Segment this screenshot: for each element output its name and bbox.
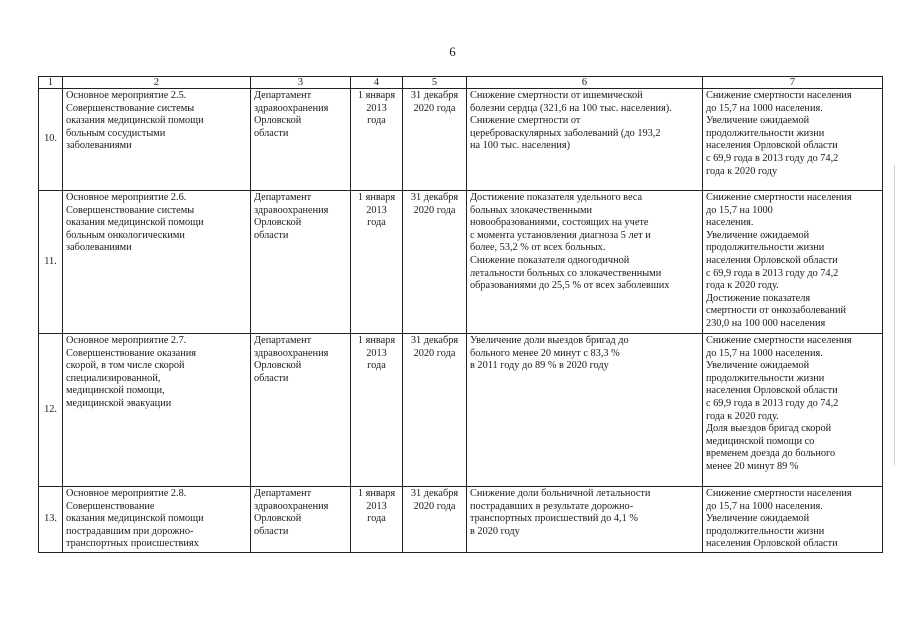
row-number: 12. bbox=[39, 334, 63, 487]
cell-line: 2013 bbox=[366, 500, 387, 512]
cell-line: здравоохранения bbox=[254, 347, 329, 359]
cell-line: Основное мероприятие 2.8. bbox=[66, 488, 187, 499]
cell-line: продолжительности жизни bbox=[706, 242, 825, 254]
indicator-cell bbox=[703, 334, 883, 487]
end-date-cell bbox=[403, 334, 467, 487]
table-row bbox=[39, 191, 883, 334]
cell-line: больного менее 20 минут с 83,3 % bbox=[470, 347, 620, 359]
cell-line: года к 2020 году. bbox=[706, 280, 779, 292]
start-date-cell bbox=[351, 487, 403, 553]
result-cell bbox=[467, 334, 703, 487]
cell-line: 2020 года bbox=[413, 204, 456, 216]
cell-line: области bbox=[254, 372, 289, 384]
cell-line: Снижение смертности населения bbox=[706, 488, 852, 499]
cell-line: Увеличение ожидаемой bbox=[706, 360, 810, 372]
cell-line: Снижение доли больничной летальности bbox=[470, 488, 651, 499]
cell-line: Достижение показателя удельного веса bbox=[470, 192, 643, 203]
cell-line: продолжительности жизни bbox=[706, 372, 825, 384]
scan-edge-line bbox=[894, 165, 895, 465]
measure-cell bbox=[63, 191, 251, 334]
cell-line: 1 января bbox=[357, 488, 396, 499]
cell-line: 31 декабря bbox=[410, 90, 459, 101]
cell-line: в 2011 году до 89 % в 2020 году bbox=[470, 360, 609, 372]
cell-line: Орловской bbox=[254, 360, 302, 372]
row-number: 10. bbox=[39, 89, 63, 191]
result-cell bbox=[467, 89, 703, 191]
cell-line: летальности больных со злокачественными bbox=[470, 267, 662, 279]
cell-line: более, 53,2 % от всех больных. bbox=[470, 242, 606, 254]
cell-line: года bbox=[367, 115, 386, 127]
cell-line: 31 декабря bbox=[410, 335, 459, 346]
cell-line: Снижение смертности населения bbox=[706, 90, 852, 101]
cell-line: Доля выездов бригад скорой bbox=[706, 423, 832, 435]
cell-line: здравоохранения bbox=[254, 500, 329, 512]
cell-line: пострадавшим при дорожно- bbox=[66, 525, 194, 537]
result-cell bbox=[467, 191, 703, 334]
cell-line: продолжительности жизни bbox=[706, 127, 825, 139]
cell-line: Департамент bbox=[254, 90, 312, 101]
cell-line: 31 декабря bbox=[410, 192, 459, 203]
header-col-5: 5 bbox=[403, 77, 467, 89]
cell-line: специализированной, bbox=[66, 372, 161, 384]
cell-line: 1 января bbox=[357, 335, 396, 346]
cell-line: года к 2020 году bbox=[706, 165, 778, 177]
cell-line: Основное мероприятие 2.6. bbox=[66, 192, 187, 203]
cell-line: оказания медицинской помощи bbox=[66, 513, 204, 525]
cell-line: 2013 bbox=[366, 347, 387, 359]
cell-line: медицинской эвакуации bbox=[66, 397, 172, 409]
cell-line: Снижение смертности населения bbox=[706, 335, 852, 346]
measure-cell bbox=[63, 487, 251, 553]
measure-cell bbox=[63, 334, 251, 487]
cell-line: оказания медицинской помощи bbox=[66, 115, 204, 127]
cell-line: Увеличение ожидаемой bbox=[706, 115, 810, 127]
header-col-3: 3 bbox=[251, 77, 351, 89]
end-date-cell bbox=[403, 487, 467, 553]
cell-line: медицинской помощи, bbox=[66, 385, 165, 397]
cell-line: Увеличение доли выездов бригад до bbox=[470, 335, 629, 346]
cell-line: с 69,9 года в 2013 году до 74,2 bbox=[706, 152, 839, 164]
cell-line: 1 января bbox=[357, 90, 396, 101]
cell-line: Совершенствование системы bbox=[66, 204, 195, 216]
cell-line: 2020 года bbox=[413, 500, 456, 512]
cell-line: скорой, в том числе скорой bbox=[66, 360, 185, 372]
cell-line: транспортных происшествиях bbox=[66, 538, 199, 550]
cell-line: Орловской bbox=[254, 115, 302, 127]
table-row bbox=[39, 334, 883, 487]
cell-line: до 15,7 на 1000 bbox=[706, 204, 773, 216]
table-row bbox=[39, 89, 883, 191]
cell-line: населения Орловской области bbox=[706, 254, 838, 266]
table-row bbox=[39, 487, 883, 553]
cell-line: транспортных происшествий до 4,1 % bbox=[470, 513, 638, 525]
cell-line: цереброваскулярных заболеваний (до 193,2 bbox=[470, 127, 661, 139]
cell-line: населения Орловской области bbox=[706, 385, 838, 397]
executor-cell bbox=[251, 487, 351, 553]
cell-line: Департамент bbox=[254, 488, 312, 499]
executor-cell bbox=[251, 89, 351, 191]
cell-line: больных злокачественными bbox=[470, 204, 593, 216]
cell-line: Основное мероприятие 2.5. bbox=[66, 90, 187, 101]
cell-line: Снижение смертности населения bbox=[706, 192, 852, 203]
cell-line: в 2020 году bbox=[470, 525, 520, 537]
cell-line: Департамент bbox=[254, 192, 312, 203]
end-date-cell bbox=[403, 89, 467, 191]
cell-line: Департамент bbox=[254, 335, 312, 346]
cell-line: оказания медицинской помощи bbox=[66, 217, 204, 229]
indicator-cell bbox=[703, 487, 883, 553]
cell-line: на 100 тыс. населения) bbox=[470, 140, 571, 152]
start-date-cell bbox=[351, 89, 403, 191]
cell-line: Снижение смертности от ишемической bbox=[470, 90, 643, 101]
header-col-1: 1 bbox=[39, 77, 63, 89]
cell-line: Увеличение ожидаемой bbox=[706, 229, 810, 241]
cell-line: Снижение смертности от bbox=[470, 115, 581, 127]
row-number: 11. bbox=[39, 191, 63, 334]
cell-line: смертности от онкозаболеваний bbox=[706, 305, 847, 317]
cell-line: менее 20 минут 89 % bbox=[706, 460, 799, 472]
header-col-2: 2 bbox=[63, 77, 251, 89]
cell-line: Достижение показателя bbox=[706, 292, 811, 304]
cell-line: с 69,9 года в 2013 году до 74,2 bbox=[706, 397, 839, 409]
cell-line: Совершенствование bbox=[66, 500, 155, 512]
cell-line: 2020 года bbox=[413, 347, 456, 359]
cell-line: области bbox=[254, 127, 289, 139]
cell-line: года к 2020 году. bbox=[706, 410, 779, 422]
cell-line: здравоохранения bbox=[254, 204, 329, 216]
measure-cell bbox=[63, 89, 251, 191]
cell-line: Снижение показателя одногодичной bbox=[470, 254, 630, 266]
cell-line: новообразованиями, состоящих на учете bbox=[470, 217, 649, 229]
header-row bbox=[39, 77, 883, 89]
cell-line: временем доезда до больного bbox=[706, 448, 836, 460]
indicator-cell bbox=[703, 191, 883, 334]
cell-line: 2020 года bbox=[413, 102, 456, 114]
cell-line: 230,0 на 100 000 населения bbox=[706, 317, 826, 329]
cell-line: больным сосудистыми bbox=[66, 127, 166, 139]
header-col-4: 4 bbox=[351, 77, 403, 89]
cell-line: медицинской помощи со bbox=[706, 435, 815, 447]
cell-line: здравоохранения bbox=[254, 102, 329, 114]
cell-line: пострадавших в результате дорожно- bbox=[470, 500, 634, 512]
result-cell bbox=[467, 487, 703, 553]
cell-line: до 15,7 на 1000 населения. bbox=[706, 500, 823, 512]
cell-line: 2013 bbox=[366, 102, 387, 114]
cell-line: Совершенствование системы bbox=[66, 102, 195, 114]
cell-line: больным онкологическими bbox=[66, 229, 185, 241]
page-number: 6 bbox=[449, 44, 456, 59]
cell-line: заболеваниями bbox=[66, 242, 132, 254]
cell-line: до 15,7 на 1000 населения. bbox=[706, 102, 823, 114]
cell-line: населения Орловской области bbox=[706, 140, 838, 152]
cell-line: Орловской bbox=[254, 513, 302, 525]
cell-line: заболеваниями bbox=[66, 140, 132, 152]
cell-line: области bbox=[254, 525, 289, 537]
cell-line: года bbox=[367, 513, 386, 525]
measures-table bbox=[38, 76, 883, 553]
cell-line: с 69,9 года в 2013 году до 74,2 bbox=[706, 267, 839, 279]
indicator-cell bbox=[703, 89, 883, 191]
cell-line: до 15,7 на 1000 населения. bbox=[706, 347, 823, 359]
cell-line: 2013 bbox=[366, 204, 387, 216]
row-number: 13. bbox=[39, 487, 63, 553]
start-date-cell bbox=[351, 334, 403, 487]
header-col-7: 7 bbox=[703, 77, 883, 89]
cell-line: с момента установления диагноза 5 лет и bbox=[470, 229, 651, 241]
cell-line: года bbox=[367, 217, 386, 229]
cell-line: населения. bbox=[706, 217, 754, 229]
cell-line: образованиями до 25,5 % от всех заболевших bbox=[470, 280, 670, 292]
cell-line: продолжительности жизни bbox=[706, 525, 825, 537]
cell-line: Орловской bbox=[254, 217, 302, 229]
cell-line: области bbox=[254, 229, 289, 241]
cell-line: населения Орловской области bbox=[706, 538, 838, 550]
cell-line: года bbox=[367, 360, 386, 372]
cell-line: Совершенствование оказания bbox=[66, 347, 196, 359]
cell-line: Основное мероприятие 2.7. bbox=[66, 335, 187, 346]
executor-cell bbox=[251, 191, 351, 334]
start-date-cell bbox=[351, 191, 403, 334]
executor-cell bbox=[251, 334, 351, 487]
cell-line: Увеличение ожидаемой bbox=[706, 513, 810, 525]
header-col-6: 6 bbox=[467, 77, 703, 89]
end-date-cell bbox=[403, 191, 467, 334]
cell-line: болезни сердца (321,6 на 100 тыс. населения). bbox=[470, 102, 672, 114]
cell-line: 31 декабря bbox=[410, 488, 459, 499]
cell-line: 1 января bbox=[357, 192, 396, 203]
